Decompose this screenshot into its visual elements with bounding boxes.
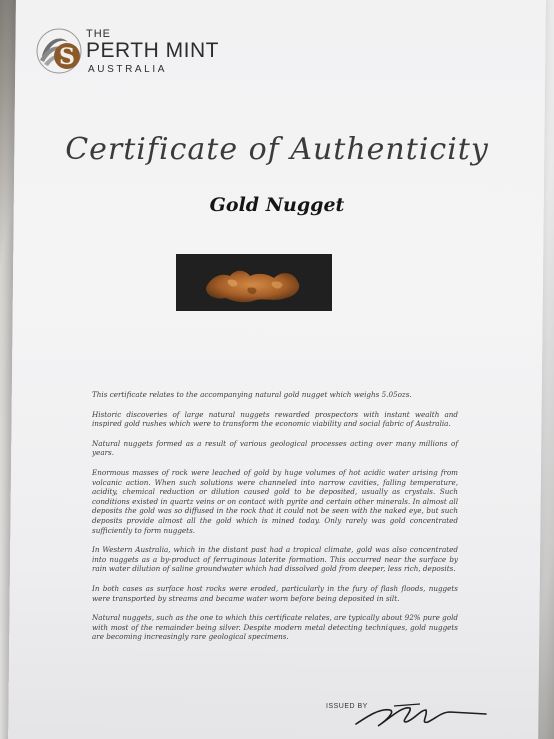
paragraph-formation: Natural nuggets formed as a result of various geological processes acting over many millions of years. xyxy=(92,438,458,458)
certificate-title: Certificate of Authenticity xyxy=(65,132,489,167)
signature-icon xyxy=(350,696,490,732)
perth-mint-logo xyxy=(34,26,224,86)
nugget-illustration xyxy=(176,254,332,311)
paragraph-purity: Natural nuggets, such as the one to which this certificate relates, are typically about 92% pure gold with most of the remainder being silver. Despite modern metal detecting techniques, gold nuggets are becoming increasingly rare geological specimens. xyxy=(92,613,458,642)
paragraph-western-australia: In Western Australia, which in the distant past had a tropical climate, gold was also concentrated into nuggets as a by-product of ferruginous laterite formation. This occurred near the surface by rain water dilution of saline groundwater which had dissolved gold from deeper, less rich, deposits. xyxy=(92,545,458,574)
item-title: Gold Nugget xyxy=(209,194,345,216)
certificate-body xyxy=(92,390,458,652)
logo-name: PERTH MINT xyxy=(86,39,219,62)
gold-nugget-image xyxy=(176,254,332,311)
paragraph-erosion: In both cases as surface host rocks were eroded, particularly in the fury of flash floods, nuggets were transported by streams and became water worn before being deposited in silt. xyxy=(92,583,458,603)
swan-logo-icon xyxy=(34,26,84,76)
logo-mark-letter: S xyxy=(59,44,75,70)
logo-country: AUSTRALIA xyxy=(88,64,167,75)
paragraph-weight: This certificate relates to the accompanying natural gold nugget which weighs 5.05ozs. xyxy=(92,390,412,399)
paragraph-leaching: Enormous masses of rock were leached of gold by huge volumes of hot acidic water arising from volcanic action. When such solutions were channeled into narrow cavities, falling temperature, acidity, chemical reduction or dilution caused gold to be deposited, usually as crystals. Such conditions existed in quartz veins or on contact with pyrite and certain other minerals. In almost all deposits the gold was so diffused in the rock that it could not be seen with the naked eye, but such deposits provide almost all the gold which is mined today. Only rarely was gold concentrated sufficiently to form nuggets. xyxy=(92,467,458,535)
paragraph-history: Historic discoveries of large natural nuggets rewarded prospectors with instant wealth and inspired gold rushes which were to transform the economic viability and social fabric of Australia. xyxy=(92,409,458,429)
logo-the: THE xyxy=(86,28,111,40)
issued-by-label: ISSUED BY xyxy=(326,703,368,710)
